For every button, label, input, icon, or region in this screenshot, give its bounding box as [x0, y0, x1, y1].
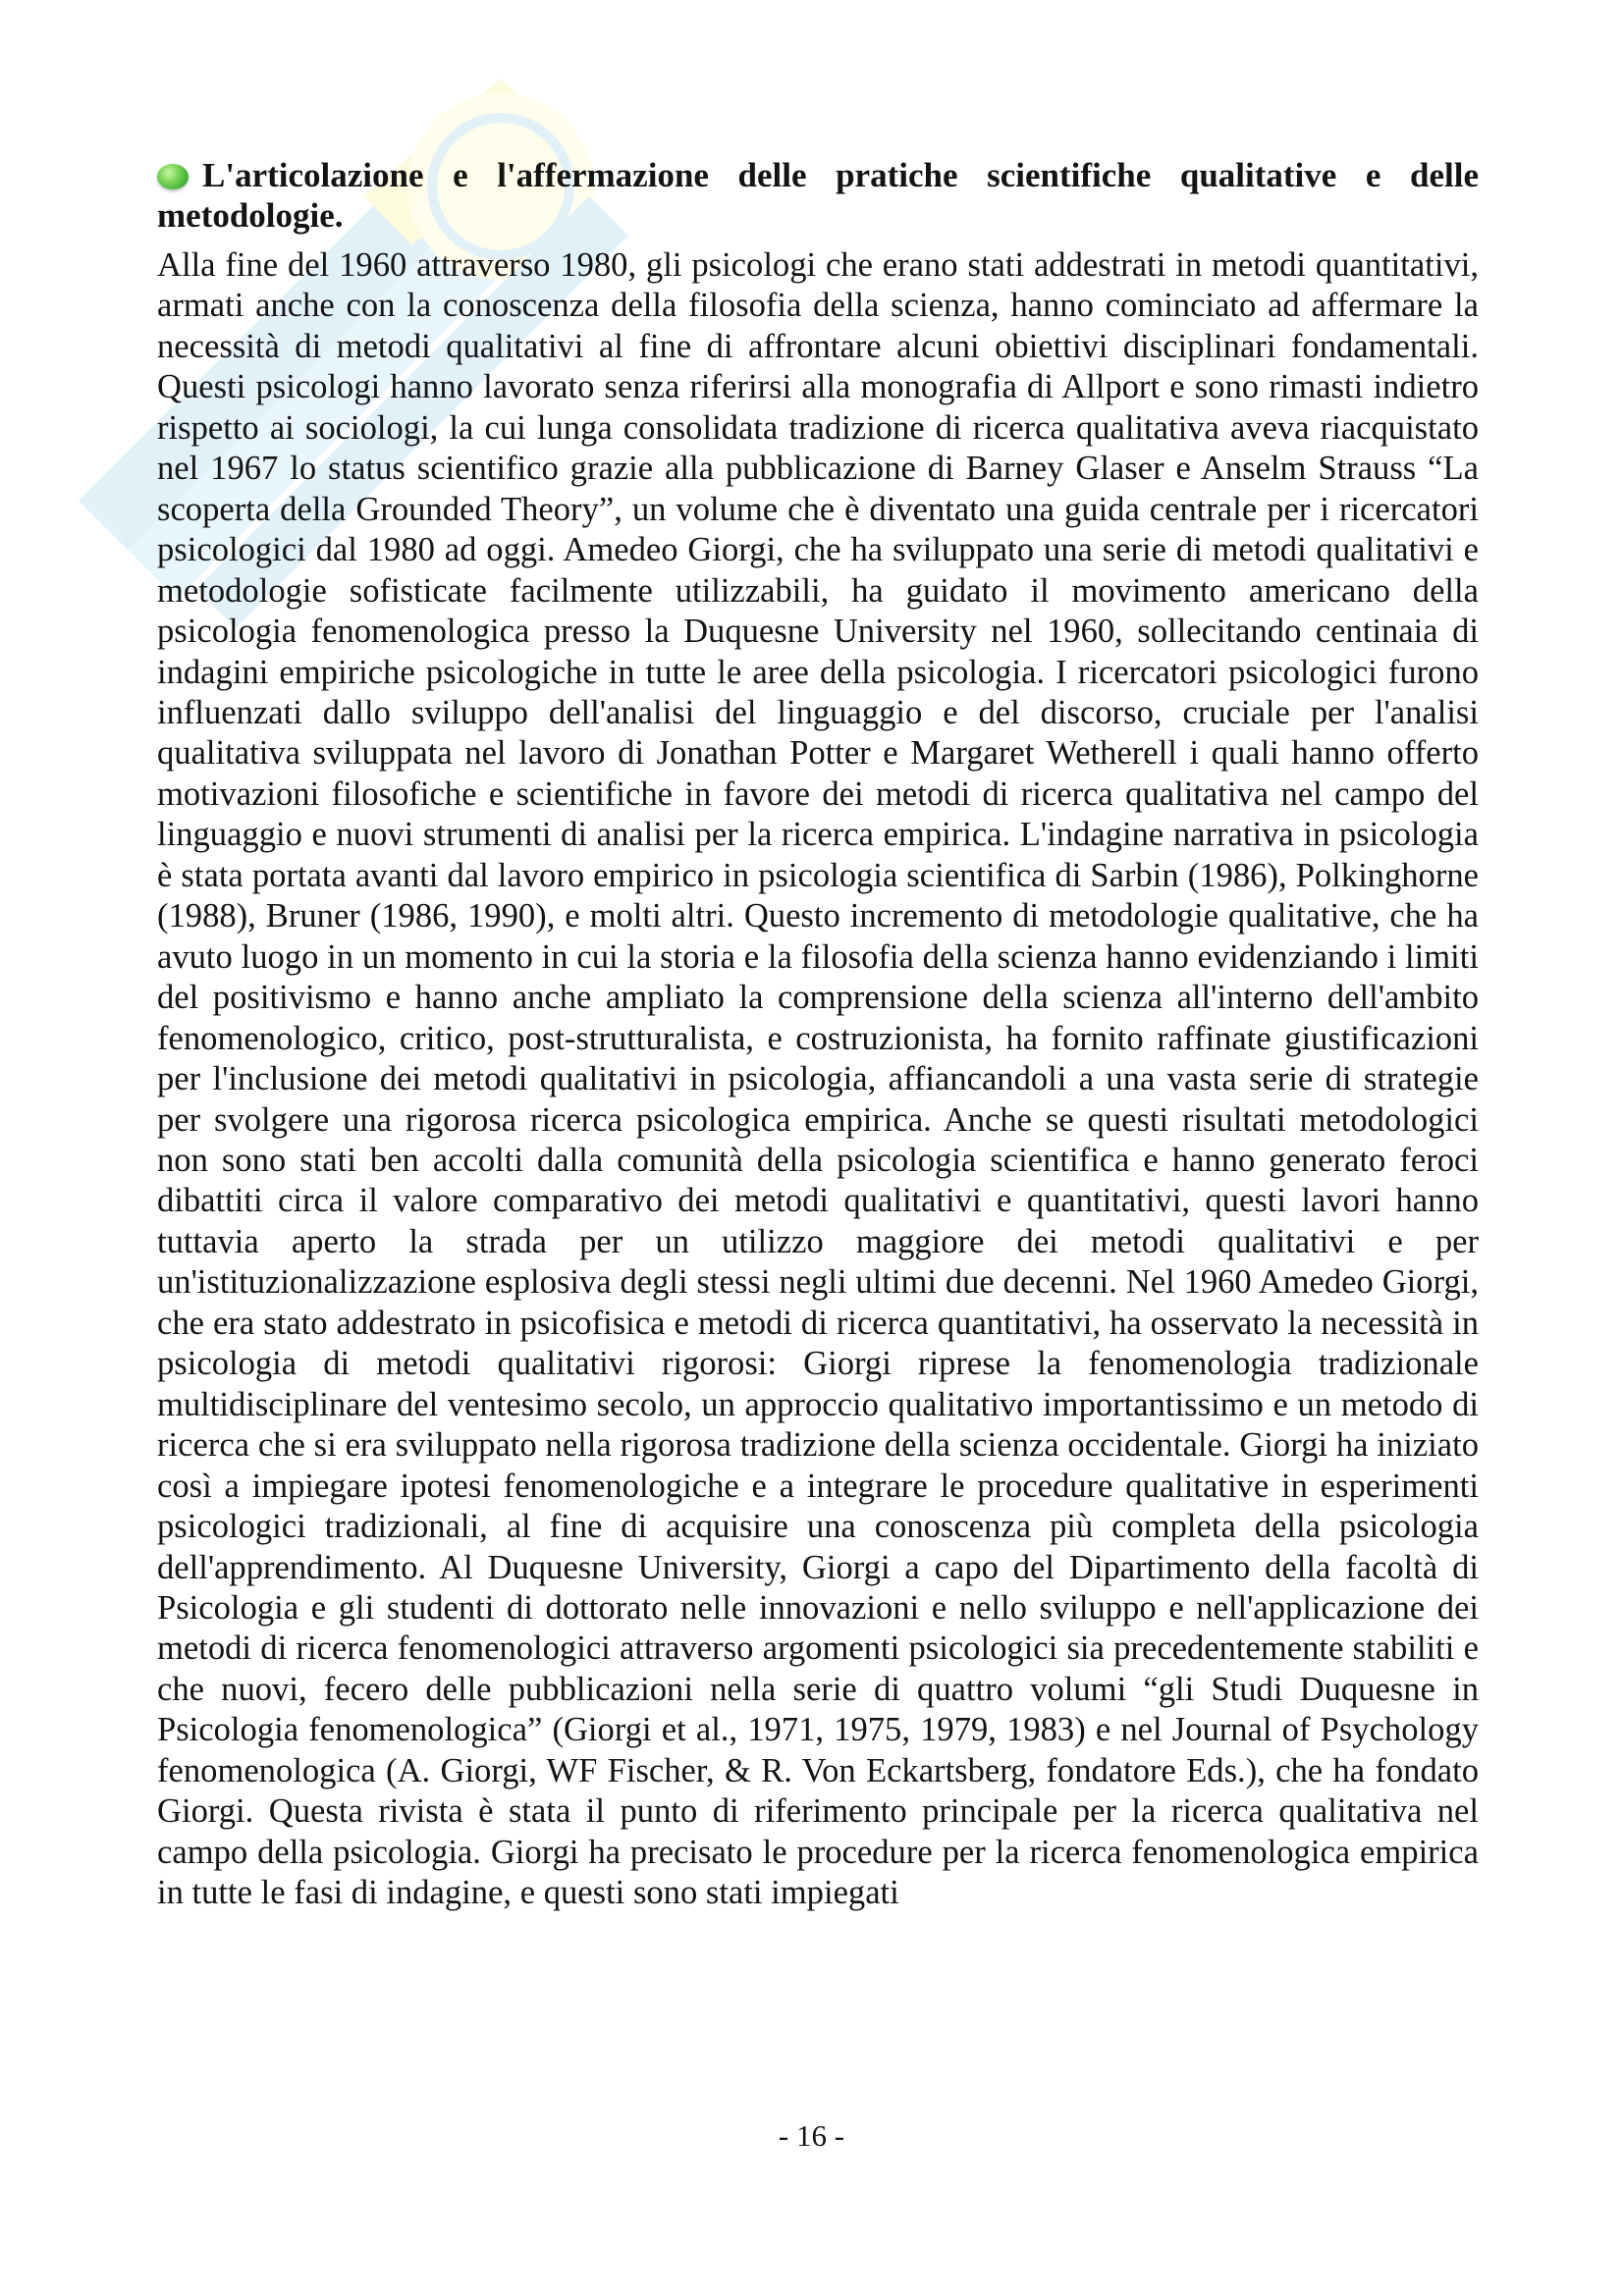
page-number: - 16 - — [778, 2118, 845, 2153]
section-heading-text: L'articolazione e l'affermazione delle pratiche scientifiche qualitative e delle metodologie. — [157, 156, 1479, 235]
green-bullet-icon — [157, 164, 189, 189]
section-heading — [157, 155, 1479, 236]
body-paragraph: Alla fine del 1960 attraverso 1980, gli psicologi che erano stati addestrati in metodi quantitativi, armati anche con la conoscenza della filosofia della scienza, hanno cominciato ad affermare la necessità di metodi qualitativi al fine di affrontare alcuni obiettivi disciplinari fondamentali. Questi psicologi hanno lavorato senza riferirsi alla monografia di Allport e sono rimasti indietro rispetto ai sociologi, la cui lunga consolidata tradizione di ricerca qualitativa aveva riacquistato nel 1967 lo status scientifico grazie alla pubblicazione di Barney Glaser e Anselm Strauss “La scoperta della Grounded Theory”, un volume che è diventato una guida centrale per i ricercatori psicologici dal 1980 ad oggi. Amedeo Giorgi, che ha sviluppato una serie di metodi qualitativi e metodologie sofisticate facilmente utilizzabili, ha guidato il movimento americano della psicologia fenomenologica presso la Duquesne University nel 1960, sollecitando centinaia di indagini empiriche psicologiche in tutte le aree della psicologia. I ricercatori psicologici furono influenzati dallo sviluppo dell'analisi del linguaggio e del discorso, cruciale per l'analisi qualitativa sviluppata nel lavoro di Jonathan Potter e Margaret Wetherell i quali hanno offerto motivazioni filosofiche e scientifiche in favore dei metodi di ricerca qualitativa nel campo del linguaggio e nuovi strumenti di analisi per la ricerca empirica. L'indagine narrativa in psicologia è stata portata avanti dal lavoro empirico in psicologia scientifica di Sarbin (1986), Polkinghorne (1988), Bruner (1986, 1990), e molti altri. Questo incremento di metodologie qualitative, che ha avuto luogo in un momento in cui la storia e la filosofia della scienza hanno evidenziando i limiti del positivismo e hanno anche ampliato la comprensione della scienza all'interno dell'ambito fenomenologico, critico, post-strutturalista, e costruzionista, ha fornito raffinate giustificazioni per l'inclusione dei metodi qualitativi in psicologia, affiancandoli a una vasta serie di strategie per svolgere una rigorosa ricerca psicologica empirica. Anche se questi risultati metodologici non sono stati ben accolti dalla comunità della psicologia scientifica e hanno generato feroci dibattiti circa il valore comparativo dei metodi qualitativi e quantitativi, questi lavori hanno tuttavia aperto la strada per un utilizzo maggiore dei metodi qualitativi e per un'istituzionalizzazione esplosiva degli stessi negli ultimi due decenni. Nel 1960 Amedeo Giorgi, che era stato addestrato in psicofisica e metodi di ricerca quantitativi, ha osservato la necessità in psicologia di metodi qualitativi rigorosi: Giorgi riprese la fenomenologia tradizionale multidisciplinare del ventesimo secolo, un approccio qualitativo importantissimo e un metodo di ricerca che si era sviluppato nella rigorosa tradizione della scienza occidentale. Giorgi ha iniziato così a impiegare ipotesi fenomenologiche e a integrare le procedure qualitative in esperimenti psicologici tradizionali, al fine di acquisire una conoscenza più completa della psicologia dell'apprendimento. Al Duquesne University, Giorgi a capo del Dipartimento della facoltà di Psicologia e gli studenti di dottorato nelle innovazioni e nello sviluppo e nell'applicazione dei metodi di ricerca fenomenologici attraverso argomenti psicologici sia precedentemente stabiliti e che nuovi, fecero delle pubblicazioni nella serie di quattro volumi “gli Studi Duquesne in Psicologia fenomenologica” (Giorgi et al., 1971, 1975, 1979, 1983) e nel Journal of Psychology fenomenologica (A. Giorgi, WF Fischer, & R. Von Eckartsberg, fondatore Eds.), che ha fondato Giorgi. Questa rivista è stata il punto di riferimento principale per la ricerca qualitativa nel campo della psicologia. Giorgi ha precisato le procedure per la ricerca fenomenologica empirica in tutte le fasi di indagine, e questi sono stati impiegati — [157, 246, 1479, 1912]
body-text — [157, 245, 1479, 1914]
